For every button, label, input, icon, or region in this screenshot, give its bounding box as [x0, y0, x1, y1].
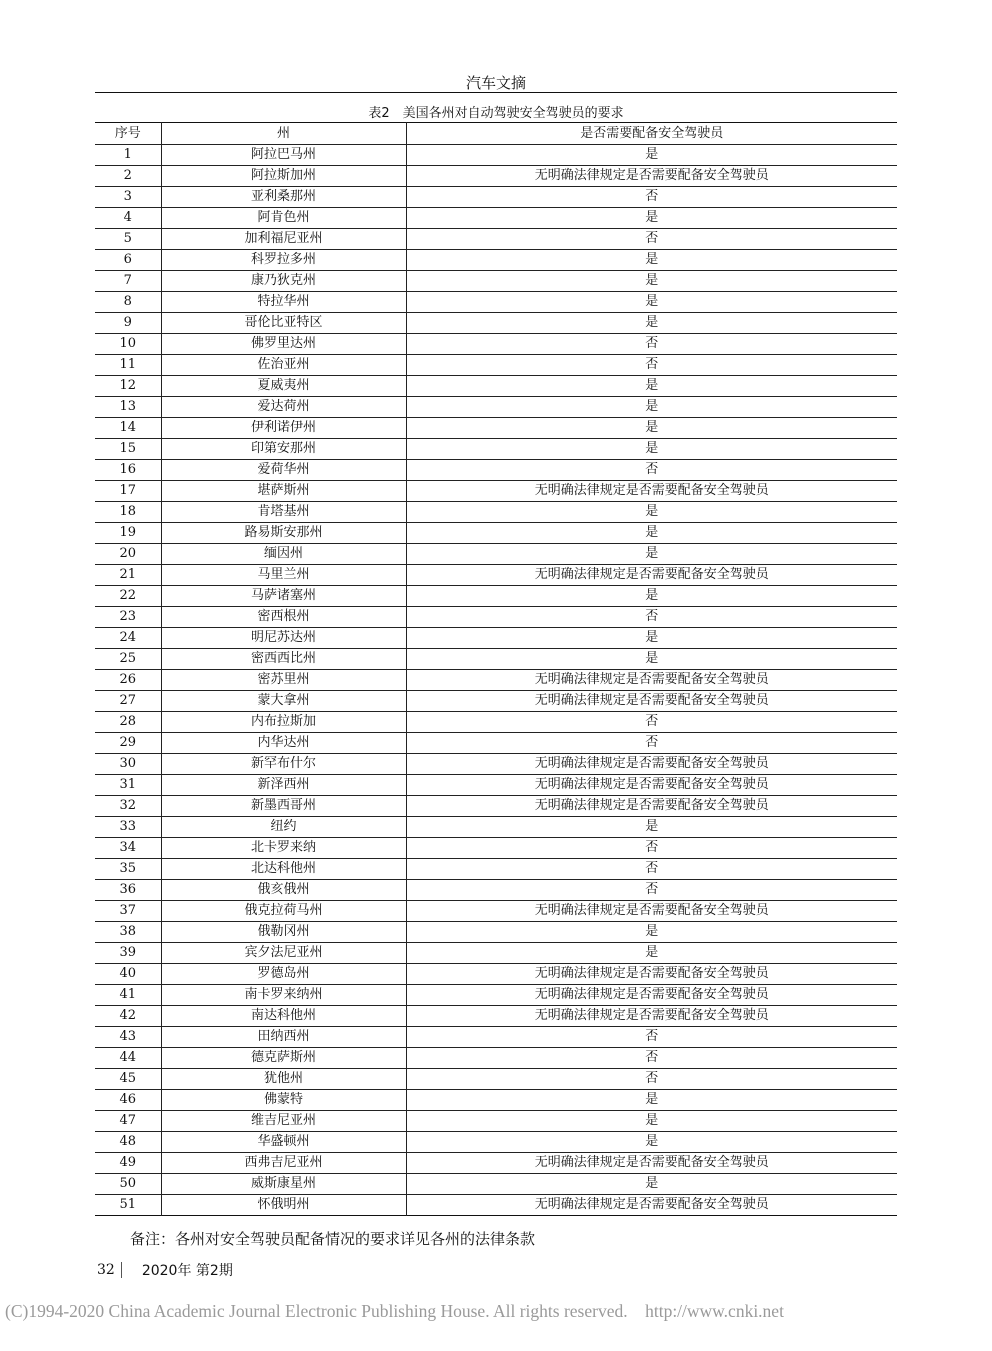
table-row — [95, 649, 897, 670]
row-requirement: 否 — [406, 838, 897, 859]
table-row — [95, 418, 897, 439]
row-serial-number: 8 — [95, 292, 161, 313]
row-serial-number: 40 — [95, 964, 161, 985]
page-footer — [97, 1260, 233, 1280]
table-row — [95, 397, 897, 418]
row-serial-number: 50 — [95, 1174, 161, 1195]
row-state-name: 佛罗里达州 — [161, 334, 406, 355]
row-state-name: 康乃狄克州 — [161, 271, 406, 292]
table-row — [95, 502, 897, 523]
row-requirement: 无明确法律规定是否需要配备安全驾驶员 — [534, 1197, 769, 1212]
row-requirement: 无明确法律规定是否需要配备安全驾驶员 — [406, 166, 897, 187]
table-row — [95, 964, 897, 985]
row-requirement: 否 — [406, 880, 897, 901]
row-requirement: 否 — [406, 712, 897, 733]
header-state: 州 — [161, 123, 406, 145]
table-row — [95, 838, 897, 859]
row-requirement: 是 — [406, 649, 897, 670]
row-serial-number: 34 — [95, 838, 161, 859]
row-serial-number: 43 — [95, 1027, 161, 1048]
table-row — [95, 607, 897, 628]
row-state-name: 明尼苏达州 — [161, 628, 406, 649]
table-body — [95, 145, 897, 1216]
row-state-name: 北卡罗来纳 — [161, 838, 406, 859]
row-requirement: 是 — [406, 523, 897, 544]
row-serial-number: 32 — [95, 796, 161, 817]
row-requirement: 是 — [406, 817, 897, 838]
table-row — [95, 292, 897, 313]
row-requirement: 是 — [406, 1174, 897, 1195]
row-requirement: 是 — [406, 397, 897, 418]
row-requirement: 是 — [406, 586, 897, 607]
row-serial-number: 6 — [95, 250, 161, 271]
row-serial-number: 30 — [95, 754, 161, 775]
footer-divider — [121, 1262, 122, 1278]
row-requirement: 是 — [406, 922, 897, 943]
row-serial-number: 2 — [95, 166, 161, 187]
row-requirement: 是 — [406, 313, 897, 334]
row-requirement: 是 — [406, 1132, 897, 1153]
row-requirement: 否 — [406, 187, 897, 208]
row-state-name: 纽约 — [161, 817, 406, 838]
row-serial-number: 15 — [95, 439, 161, 460]
page-number: 32 — [97, 1262, 115, 1278]
row-state-name: 南达科他州 — [161, 1006, 406, 1027]
row-serial-number: 3 — [95, 187, 161, 208]
row-serial-number: 47 — [95, 1111, 161, 1132]
table-row — [95, 355, 897, 376]
table-row — [95, 586, 897, 607]
row-serial-number: 21 — [95, 565, 161, 586]
row-serial-number: 14 — [95, 418, 161, 439]
row-serial-number: 38 — [95, 922, 161, 943]
row-requirement: 无明确法律规定是否需要配备安全驾驶员 — [406, 775, 897, 796]
row-state-name: 缅因州 — [161, 544, 406, 565]
state-requirements-table-container — [95, 122, 897, 1216]
row-state-name: 新墨西哥州 — [161, 796, 406, 817]
table-row — [95, 628, 897, 649]
row-state-name: 亚利桑那州 — [161, 187, 406, 208]
table-row — [95, 922, 897, 943]
table-row — [95, 208, 897, 229]
row-state-name: 堪萨斯州 — [161, 481, 406, 502]
row-serial-number: 11 — [95, 355, 161, 376]
row-state-name: 肯塔基州 — [161, 502, 406, 523]
table-row — [95, 313, 897, 334]
row-serial-number: 25 — [95, 649, 161, 670]
row-serial-number: 29 — [95, 733, 161, 754]
table-row — [95, 334, 897, 355]
table-row — [95, 439, 897, 460]
row-requirement: 否 — [406, 1027, 897, 1048]
header-rule — [95, 92, 897, 93]
row-state-name: 南卡罗来纳州 — [161, 985, 406, 1006]
table-row — [95, 229, 897, 250]
table-row — [95, 481, 897, 502]
row-requirement: 否 — [406, 1048, 897, 1069]
row-serial-number: 33 — [95, 817, 161, 838]
table-row — [95, 691, 897, 712]
table-row — [95, 1153, 897, 1174]
row-serial-number: 49 — [95, 1153, 161, 1174]
row-state-name: 特拉华州 — [161, 292, 406, 313]
table-row — [95, 460, 897, 481]
row-requirement: 是 — [406, 1111, 897, 1132]
table-row — [95, 943, 897, 964]
table-row — [95, 1027, 897, 1048]
row-serial-number: 46 — [95, 1090, 161, 1111]
row-state-name: 新罕布什尔 — [161, 754, 406, 775]
row-state-name: 密西西比州 — [161, 649, 406, 670]
table-row — [95, 1048, 897, 1069]
table-row — [95, 775, 897, 796]
header-safety-driver-required: 是否需要配备安全驾驶员 — [406, 123, 897, 145]
row-serial-number: 31 — [95, 775, 161, 796]
table-row — [95, 670, 897, 691]
row-requirement: 无明确法律规定是否需要配备安全驾驶员 — [406, 691, 897, 712]
row-requirement: 否 — [406, 733, 897, 754]
row-serial-number: 4 — [95, 208, 161, 229]
table-row — [95, 880, 897, 901]
table-row — [95, 1195, 897, 1216]
table-row — [95, 754, 897, 775]
table-row — [95, 817, 897, 838]
row-state-name: 维吉尼亚州 — [161, 1111, 406, 1132]
row-state-name: 罗德岛州 — [161, 964, 406, 985]
copyright-watermark: (C)1994-2020 China Academic Journal Electronic Publishing House. All rights reserved. http://www.cnki.net — [5, 1301, 784, 1321]
table-caption: 表2 美国各州对自动驾驶安全驾驶员的要求 — [368, 106, 624, 121]
row-state-name: 科罗拉多州 — [161, 250, 406, 271]
running-head-journal-title: 汽车文摘 — [465, 74, 526, 92]
row-requirement: 否 — [406, 334, 897, 355]
row-state-name: 密西根州 — [161, 607, 406, 628]
row-serial-number: 45 — [95, 1069, 161, 1090]
row-requirement: 无明确法律规定是否需要配备安全驾驶员 — [406, 985, 897, 1006]
row-state-name: 阿拉巴马州 — [161, 145, 406, 166]
table-row — [95, 1111, 897, 1132]
row-serial-number: 28 — [95, 712, 161, 733]
table-row — [95, 166, 897, 187]
row-requirement: 是 — [406, 250, 897, 271]
row-state-name: 内华达州 — [161, 733, 406, 754]
row-serial-number: 42 — [95, 1006, 161, 1027]
row-serial-number: 13 — [95, 397, 161, 418]
row-state-name: 俄亥俄州 — [161, 880, 406, 901]
issue-label: 2020年 第2期 — [141, 1263, 233, 1279]
table-row — [95, 712, 897, 733]
row-requirement: 是 — [406, 376, 897, 397]
table-row — [95, 733, 897, 754]
row-serial-number: 24 — [95, 628, 161, 649]
row-serial-number: 51 — [95, 1195, 161, 1216]
row-state-name: 马萨诸塞州 — [161, 586, 406, 607]
row-state-name: 路易斯安那州 — [161, 523, 406, 544]
row-state-name: 佛蒙特 — [161, 1090, 406, 1111]
row-serial-number: 41 — [95, 985, 161, 1006]
row-state-name: 蒙大拿州 — [161, 691, 406, 712]
row-requirement: 是 — [406, 502, 897, 523]
table-row — [95, 1069, 897, 1090]
row-serial-number: 17 — [95, 481, 161, 502]
row-state-name: 田纳西州 — [161, 1027, 406, 1048]
row-state-name: 俄勒冈州 — [161, 922, 406, 943]
row-serial-number: 12 — [95, 376, 161, 397]
row-state-name: 德克萨斯州 — [161, 1048, 406, 1069]
row-requirement: 无明确法律规定是否需要配备安全驾驶员 — [406, 565, 897, 586]
row-serial-number: 27 — [95, 691, 161, 712]
row-requirement: 无明确法律规定是否需要配备安全驾驶员 — [406, 670, 897, 691]
row-state-name: 西弗吉尼亚州 — [161, 1153, 406, 1174]
row-requirement: 是 — [406, 271, 897, 292]
row-state-name: 马里兰州 — [161, 565, 406, 586]
row-requirement: 无明确法律规定是否需要配备安全驾驶员 — [406, 901, 897, 922]
row-requirement: 否 — [406, 229, 897, 250]
row-state-name: 威斯康星州 — [161, 1174, 406, 1195]
row-state-name: 佐治亚州 — [161, 355, 406, 376]
table-row — [95, 544, 897, 565]
row-serial-number: 16 — [95, 460, 161, 481]
row-state-name: 新泽西州 — [161, 775, 406, 796]
row-requirement: 无明确法律规定是否需要配备安全驾驶员 — [406, 796, 897, 817]
row-requirement: 否 — [406, 460, 897, 481]
row-state-name: 阿拉斯加州 — [161, 166, 406, 187]
row-serial-number: 1 — [95, 145, 161, 166]
row-serial-number: 20 — [95, 544, 161, 565]
row-serial-number: 18 — [95, 502, 161, 523]
row-state-name: 加利福尼亚州 — [161, 229, 406, 250]
table-row — [95, 796, 897, 817]
row-requirement: 是 — [406, 1090, 897, 1111]
table-row — [95, 1132, 897, 1153]
row-serial-number: 44 — [95, 1048, 161, 1069]
row-serial-number: 39 — [95, 943, 161, 964]
row-requirement: 无明确法律规定是否需要配备安全驾驶员 — [406, 1153, 897, 1174]
row-state-name: 爱达荷州 — [161, 397, 406, 418]
row-requirement: 是 — [406, 943, 897, 964]
row-requirement: 无明确法律规定是否需要配备安全驾驶员 — [406, 754, 897, 775]
row-requirement: 是 — [406, 292, 897, 313]
row-requirement: 是 — [406, 208, 897, 229]
row-serial-number: 9 — [95, 313, 161, 334]
table-row — [95, 1090, 897, 1111]
table-row — [95, 145, 897, 166]
row-serial-number: 5 — [95, 229, 161, 250]
row-requirement: 是 — [406, 544, 897, 565]
row-requirement: 是 — [406, 439, 897, 460]
row-state-name: 犹他州 — [161, 1069, 406, 1090]
table-row — [95, 1174, 897, 1195]
row-state-name: 阿肯色州 — [161, 208, 406, 229]
row-serial-number: 19 — [95, 523, 161, 544]
row-serial-number: 26 — [95, 670, 161, 691]
state-requirements-table — [95, 122, 897, 1216]
row-requirement: 是 — [406, 145, 897, 166]
row-serial-number: 23 — [95, 607, 161, 628]
row-state-name: 密苏里州 — [161, 670, 406, 691]
header-serial-number: 序号 — [95, 123, 161, 145]
row-state-name: 爱荷华州 — [161, 460, 406, 481]
table-note: 备注：各州对安全驾驶员配备情况的要求详见各州的法律条款 — [130, 1230, 536, 1248]
row-requirement: 无明确法律规定是否需要配备安全驾驶员 — [406, 1006, 897, 1027]
row-requirement: 是 — [406, 628, 897, 649]
row-state-name: 华盛顿州 — [161, 1132, 406, 1153]
table-row — [95, 187, 897, 208]
row-serial-number: 37 — [95, 901, 161, 922]
row-state-name: 怀俄明州 — [161, 1195, 406, 1216]
table-row — [95, 859, 897, 880]
row-state-name: 伊利诺伊州 — [161, 418, 406, 439]
row-state-name: 北达科他州 — [161, 859, 406, 880]
row-requirement: 无明确法律规定是否需要配备安全驾驶员 — [406, 481, 897, 502]
table-row — [95, 565, 897, 586]
row-serial-number: 22 — [95, 586, 161, 607]
table-row — [95, 250, 897, 271]
row-state-name: 宾夕法尼亚州 — [161, 943, 406, 964]
table-row — [95, 271, 897, 292]
row-state-name: 俄克拉荷马州 — [161, 901, 406, 922]
row-serial-number: 10 — [95, 334, 161, 355]
row-serial-number: 48 — [95, 1132, 161, 1153]
table-row — [95, 1006, 897, 1027]
row-requirement: 否 — [406, 355, 897, 376]
table-row — [95, 985, 897, 1006]
row-state-name: 内布拉斯加 — [161, 712, 406, 733]
row-requirement: 否 — [406, 859, 897, 880]
row-state-name: 印第安那州 — [161, 439, 406, 460]
table-row — [95, 376, 897, 397]
row-state-name: 夏威夷州 — [161, 376, 406, 397]
row-serial-number: 7 — [95, 271, 161, 292]
row-serial-number: 35 — [95, 859, 161, 880]
row-requirement: 否 — [406, 1069, 897, 1090]
row-state-name: 哥伦比亚特区 — [161, 313, 406, 334]
row-requirement: 无明确法律规定是否需要配备安全驾驶员 — [406, 964, 897, 985]
table-row — [95, 523, 897, 544]
table-header-row — [95, 123, 897, 145]
row-serial-number: 36 — [95, 880, 161, 901]
table-row — [95, 901, 897, 922]
row-requirement: 是 — [406, 418, 897, 439]
row-requirement: 否 — [406, 607, 897, 628]
